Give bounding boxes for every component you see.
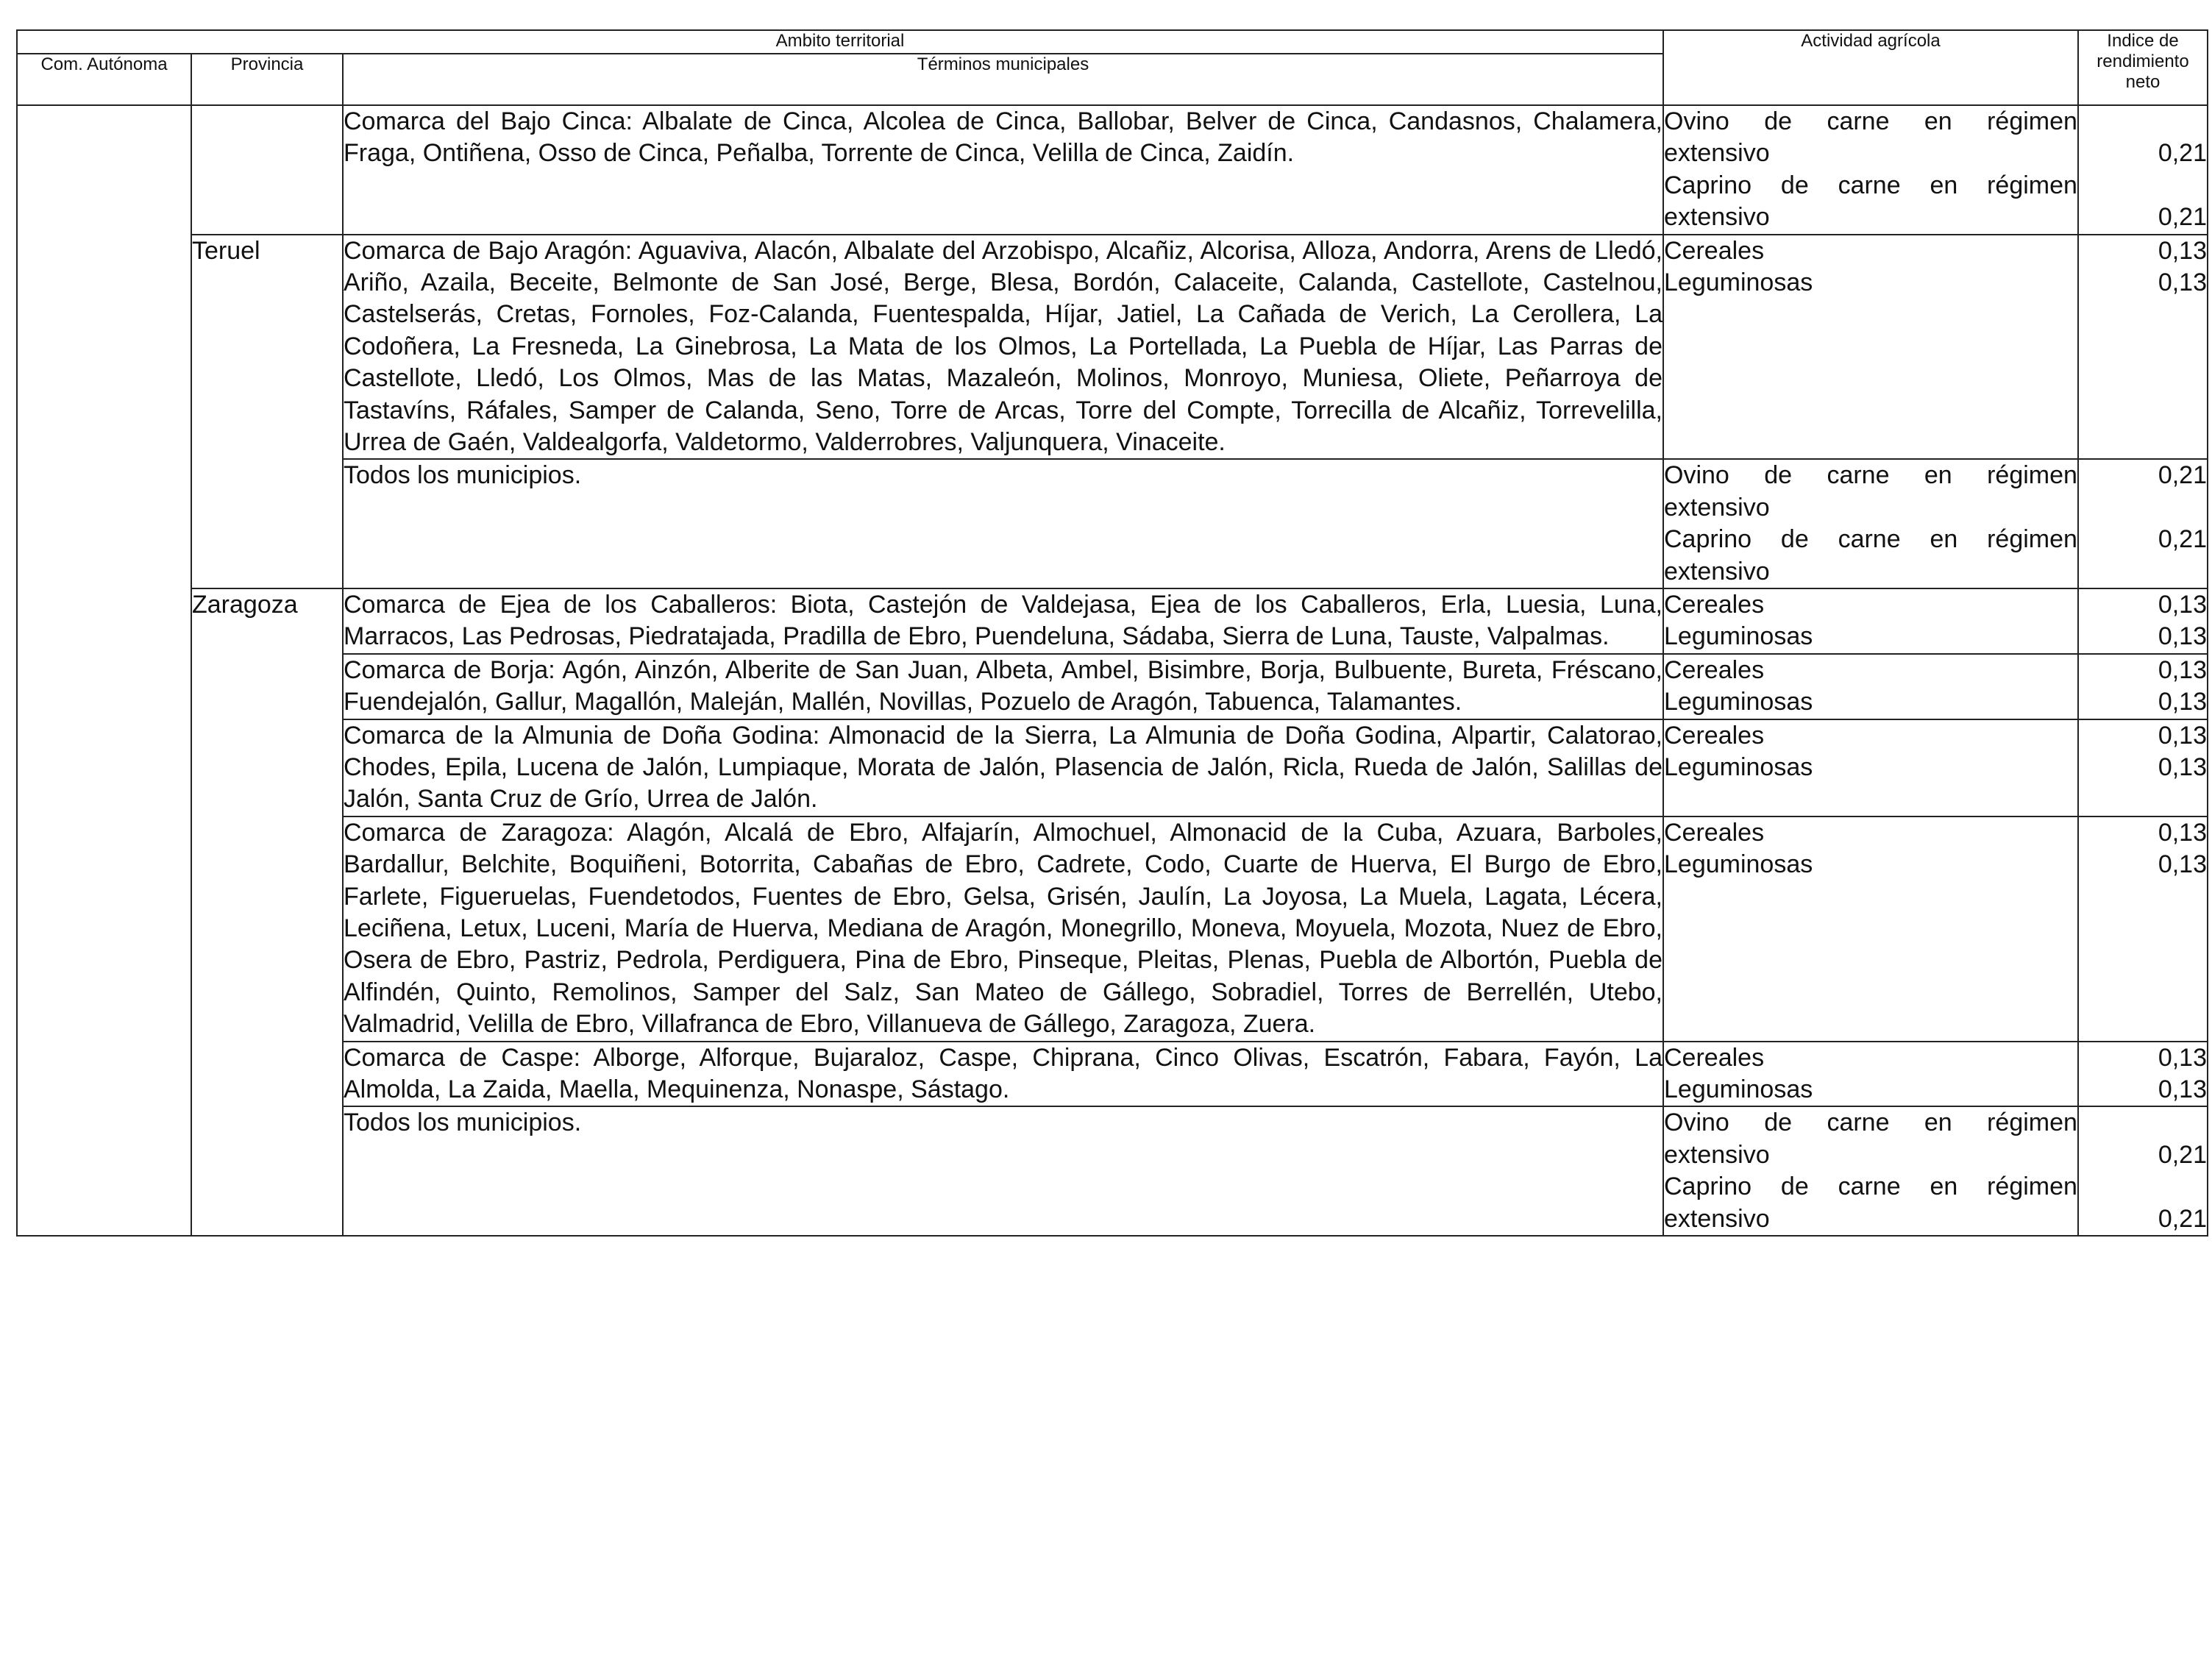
cell-municipios: Comarca de la Almunia de Doña Godina: Almonacid de la Sierra, La Almunia de Doña Godina, Alpartir, Calatorao, Chodes, Epila, Lucena de Jalón, Lumpiaque, Morata de Jalón, Plasencia de Jalón, Ricla, Rueda de Jalón, Salillas de Jalón, Santa Cruz de Grío, Urrea de Jalón. bbox=[343, 719, 1663, 816]
table-row bbox=[17, 588, 2208, 654]
actividad-line: Leguminosas bbox=[1664, 688, 1813, 716]
actividad-line: Caprino de carne en régimen bbox=[1664, 171, 2077, 199]
actividad-line: Cereales bbox=[1664, 590, 1765, 619]
indice-value: 0,13 bbox=[2158, 850, 2207, 879]
actividad-line: Leguminosas bbox=[1664, 752, 1813, 781]
actividad-line: Leguminosas bbox=[1664, 268, 1813, 296]
indice-value: 0,13 bbox=[2158, 268, 2207, 296]
actividad-line: Leguminosas bbox=[1664, 850, 1813, 879]
cell-actividad bbox=[1663, 459, 2078, 588]
cell-actividad bbox=[1663, 235, 2078, 460]
actividad-line: Cereales bbox=[1664, 1043, 1765, 1072]
table-row bbox=[17, 1106, 2208, 1236]
cell-municipios: Comarca del Bajo Cinca: Albalate de Cinca, Alcolea de Cinca, Ballobar, Belver de Cinca, Candasnos, Chalamera, Fraga, Ontiñena, Osso de Cinca, Peñalba, Torrente de Cinca, Velilla de Cinca, Zaidín. bbox=[343, 105, 1663, 235]
indice-value: 0,21 bbox=[2158, 1204, 2207, 1233]
actividad-line: extensivo bbox=[1664, 557, 1770, 586]
indice-value: 0,13 bbox=[2158, 721, 2207, 750]
cell-provincia bbox=[191, 105, 343, 235]
indice-value: 0,21 bbox=[2158, 139, 2207, 168]
cell-actividad bbox=[1663, 719, 2078, 816]
cell-municipios: Comarca de Ejea de los Caballeros: Biota, Castejón de Valdejasa, Ejea de los Caballeros, Erla, Luesia, Luna, Marracos, Las Pedrosas, Piedratajada, Pradilla de Ebro, Puendeluna, Sádaba, Sierra de Luna, Tauste, Valpalmas. bbox=[343, 588, 1663, 654]
indice-value: 0,21 bbox=[2158, 461, 2207, 490]
indice-value: 0,13 bbox=[2158, 688, 2207, 716]
indice-value: 0,21 bbox=[2158, 203, 2207, 232]
actividad-line: Cereales bbox=[1664, 721, 1765, 750]
header-terminos-municipales: Términos municipales bbox=[343, 54, 1663, 105]
table-row bbox=[17, 105, 2208, 235]
cell-actividad bbox=[1663, 1106, 2078, 1236]
actividad-line: Cereales bbox=[1664, 655, 1765, 684]
indice-value: 0,13 bbox=[2158, 655, 2207, 684]
cell-municipios: Todos los municipios. bbox=[343, 459, 1663, 588]
cell-municipios: Comarca de Borja: Agón, Ainzón, Alberite de San Juan, Albeta, Ambel, Bisimbre, Borja, Bulbuente, Bureta, Fréscano, Fuendejalón, Gallur, Magallón, Maleján, Mallén, Novillas, Pozuelo de Aragón, Tabuenca, Talamantes. bbox=[343, 654, 1663, 719]
cell-indice bbox=[2078, 1042, 2208, 1107]
cell-actividad bbox=[1663, 816, 2078, 1042]
indice-value: 0,21 bbox=[2158, 1140, 2207, 1169]
cell-actividad bbox=[1663, 105, 2078, 235]
cell-municipios: Todos los municipios. bbox=[343, 1106, 1663, 1236]
cell-actividad bbox=[1663, 588, 2078, 654]
actividad-line: extensivo bbox=[1664, 1204, 1770, 1233]
actividad-line: Ovino de carne en régimen bbox=[1664, 107, 2077, 135]
indice-value: 0,13 bbox=[2158, 236, 2207, 265]
actividad-line: extensivo bbox=[1664, 1140, 1770, 1169]
document-page bbox=[16, 29, 2207, 1237]
table-row bbox=[17, 816, 2208, 1042]
table-row bbox=[17, 654, 2208, 719]
cell-provincia: Teruel bbox=[191, 235, 343, 588]
cell-indice bbox=[2078, 235, 2208, 460]
cell-indice bbox=[2078, 588, 2208, 654]
indice-value: 0,13 bbox=[2158, 622, 2207, 651]
cell-indice bbox=[2078, 816, 2208, 1042]
cell-actividad bbox=[1663, 1042, 2078, 1107]
table-row bbox=[17, 459, 2208, 588]
cell-indice bbox=[2078, 105, 2208, 235]
actividad-line: Leguminosas bbox=[1664, 1075, 1813, 1104]
actividad-line: Ovino de carne en régimen bbox=[1664, 461, 2077, 490]
cell-indice bbox=[2078, 719, 2208, 816]
table-header bbox=[17, 30, 2208, 105]
actividad-line: Caprino de carne en régimen bbox=[1664, 525, 2077, 554]
actividad-line: Cereales bbox=[1664, 818, 1765, 847]
cell-provincia: Zaragoza bbox=[191, 588, 343, 1236]
actividad-line: extensivo bbox=[1664, 203, 1770, 232]
indice-value: 0,13 bbox=[2158, 1075, 2207, 1104]
cell-municipios: Comarca de Bajo Aragón: Aguaviva, Alacón, Albalate del Arzobispo, Alcañiz, Alcorisa, Alloza, Andorra, Arens de Lledó, Ariño, Azaila, Beceite, Belmonte de San José, Berge, Blesa, Bordón, Calaceite, Calanda, Castellote, Castelnou, Castelserás, Cretas, Fornoles, Foz-Calanda, Fuentespalda, Híjar, Jatiel, La Cañada de Verich, La Cerollera, La Codoñera, La Fresneda, La Ginebrosa, La Mata de los Olmos, La Portellada, La Puebla de Híjar, Las Parras de Castellote, Lledó, Los Olmos, Mas de las Matas, Mazaleón, Molinos, Monroyo, Muniesa, Oliete, Peñarroya de Tastavíns, Ráfales, Samper de Calanda, Seno, Torre de Arcas, Torre del Compte, Torrecilla de Alcañiz, Torrevelilla, Urrea de Gaén, Valdealgorfa, Valdetormo, Valderrobres, Valjunquera, Vinaceite. bbox=[343, 235, 1663, 460]
cell-municipios: Comarca de Caspe: Alborge, Alforque, Bujaraloz, Caspe, Chiprana, Cinco Olivas, Escatrón, Fabara, Fayón, La Almolda, La Zaida, Maella, Mequinenza, Nonaspe, Sástago. bbox=[343, 1042, 1663, 1107]
actividad-line: Caprino de carne en régimen bbox=[1664, 1173, 2077, 1201]
cell-actividad bbox=[1663, 654, 2078, 719]
indice-value: 0,13 bbox=[2158, 752, 2207, 781]
cell-indice bbox=[2078, 654, 2208, 719]
actividad-line: extensivo bbox=[1664, 139, 1770, 168]
actividad-line: Ovino de carne en régimen bbox=[1664, 1109, 2077, 1137]
cell-municipios: Comarca de Zaragoza: Alagón, Alcalá de Ebro, Alfajarín, Almochuel, Almonacid de la Cuba, Azuara, Barboles, Bardallur, Belchite, Boquiñeni, Botorrita, Cabañas de Ebro, Cadrete, Codo, Cuarte de Huerva, El Burgo de Ebro, Farlete, Figueruelas, Fuendetodos, Fuentes de Ebro, Gelsa, Grisén, Jaulín, La Joyosa, La Muela, Lagata, Lécera, Leciñena, Letux, Luceni, María de Huerva, Mediana de Aragón, Monegrillo, Moneva, Moyuela, Mozota, Nuez de Ebro, Osera de Ebro, Pastriz, Pedrola, Perdiguera, Pina de Ebro, Pinseque, Pleitas, Plenas, Puebla de Albortón, Puebla de Alfindén, Quinto, Remolinos, Samper del Salz, San Mateo de Gállego, Sobradiel, Torres de Berrellén, Utebo, Valmadrid, Velilla de Ebro, Villafranca de Ebro, Villanueva de Gállego, Zaragoza, Zuera. bbox=[343, 816, 1663, 1042]
indice-value: 0,13 bbox=[2158, 590, 2207, 619]
actividad-line: Cereales bbox=[1664, 236, 1765, 265]
table-row bbox=[17, 1042, 2208, 1107]
indice-value: 0,13 bbox=[2158, 1043, 2207, 1072]
table-row bbox=[17, 719, 2208, 816]
header-provincia: Provincia bbox=[191, 54, 343, 105]
actividad-line: Leguminosas bbox=[1664, 622, 1813, 651]
header-indice-rendimiento: Indice de rendimiento neto bbox=[2078, 30, 2208, 105]
cell-indice bbox=[2078, 1106, 2208, 1236]
cell-indice bbox=[2078, 459, 2208, 588]
actividad-line: extensivo bbox=[1664, 493, 1770, 522]
table-row bbox=[17, 235, 2208, 460]
header-ambito-territorial: Ambito territorial bbox=[17, 30, 1663, 54]
header-com-autonoma: Com. Autónoma bbox=[17, 54, 191, 105]
rendimiento-table bbox=[16, 29, 2208, 1237]
header-actividad-agricola: Actividad agrícola bbox=[1663, 30, 2078, 105]
indice-value: 0,21 bbox=[2158, 525, 2207, 554]
indice-value: 0,13 bbox=[2158, 818, 2207, 847]
cell-com-autonoma bbox=[17, 105, 191, 1236]
